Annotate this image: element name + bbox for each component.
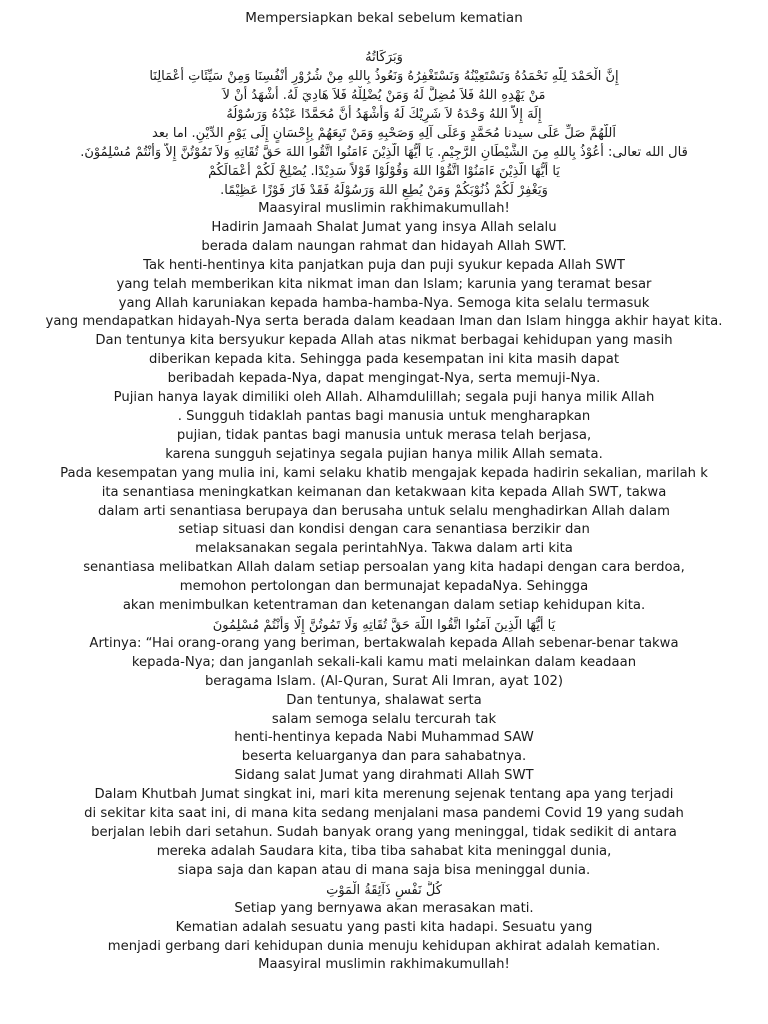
text-line: Pujian hanya layak dimiliki oleh Allah. Alhamdulillah; segala puji hanya milik Allah xyxy=(113,390,655,406)
text-line: Maasyiral muslimin rakhimakumullah! xyxy=(258,201,510,216)
text-line: Dalam Khutbah Jumat singkat ini, mari kita merenung sejenak tentang apa yang terjadi xyxy=(94,787,674,803)
text-line: Artinya: “Hai orang-orang yang beriman, bertakwalah kepada Allah sebenar-benar takwa xyxy=(89,635,679,651)
text-line: beragama Islam. (Al-Quran, Surat Ali Imran, ayat 102) xyxy=(204,673,564,689)
text-line: salam semoga selalu tercurah tak xyxy=(271,711,497,727)
text-line: Dan tentunya kita bersyukur kepada Allah atas nikmat berbagai kehidupan yang masih xyxy=(95,333,673,349)
sermon-body-part-1 xyxy=(34,200,734,616)
text-line: Maasyiral muslimin rakhimakumullah! xyxy=(258,957,510,973)
text-line: Kematian adalah sesuatu yang pasti kita hadapi. Sesuatu yang xyxy=(175,919,593,935)
text-line: siapa saja dan kapan atau di mana saja bisa meninggal dunia. xyxy=(177,862,591,878)
text-line: berjalan lebih dari setahun. Sudah banyak orang yang meninggal, tidak sedikit di antara xyxy=(91,825,677,840)
text-line: pujian, tidak pantas bagi manusia untuk merasa telah berjasa, xyxy=(176,427,592,443)
verse-arabic: يَا أَيُّهَا الَّذِينَ آمَنُوا اتَّقُوا اللَّهَ حَقَّ تُقَاتِهِ وَلَا تَمُوتُنَّ إِلَّا وَأَنْتُمْ مُسْلِمُونَ xyxy=(212,617,556,633)
document-title: Mempersiapkan bekal sebelum kematian xyxy=(245,10,523,26)
text-line: Setiap yang bernyawa akan merasakan mati. xyxy=(234,900,534,916)
text-line: memohon pertolongan dan bermunajat kepadaNya. Sehingga xyxy=(179,579,589,595)
text-line: yang telah memberikan kita nikmat iman dan Islam; karunia yang teramat besar xyxy=(116,276,652,292)
text-line: beribadah kepada-Nya, dapat mengingat-Nya, serta memuji-Nya. xyxy=(167,371,601,387)
text-line: henti-hentinya kepada Nabi Muhammad SAW xyxy=(234,730,534,746)
text-line: senantiasa melibatkan Allah dalam setiap persoalan yang kita hadapi dengan cara berdoa, xyxy=(83,560,685,576)
arabic-line: وَيَغْفِرْ لَكُمْ ذُنُوْبَكُمْ وَمَنْ يُطِعِ اللهَ وَرَسُوْلَهُ فَقَدْ فَازَ فَوْزًا عَظِيْمًا. xyxy=(220,183,548,198)
text-line: ita senantiasa meningkatkan keimanan dan ketakwaan kita kepada Allah SWT, takwa xyxy=(101,484,667,500)
text-line: dalam arti senantiasa berupaya dan berusaha untuk selalu menghadirkan Allah dalam xyxy=(98,503,670,519)
arabic-line: يَا أَيُّهَا الَّذِيْنَ ءَامَنُوْا اتَّقُوْا اللهَ وَقُوْلُوْا قَوْلاً سَدِيْدًا. يُصْلِحْ لَكُمْ أَعْمَالَكُمْ xyxy=(208,164,560,179)
text-line: berada dalam naungan rahmat dan hidayah Allah SWT. xyxy=(201,238,567,254)
text-line: di sekitar kita saat ini, di mana kita sedang menjalani masa pandemi Covid 19 yang sudah xyxy=(84,806,684,822)
text-line: melaksanakan segala perintahNya. Takwa dalam arti kita xyxy=(195,541,573,557)
death-verse-arabic: كُلُّ نَفْسٍ ذَآئِقَةُ الْمَوْتِ xyxy=(326,882,442,898)
text-line: kepada-Nya; dan janganlah sekali-kali kamu mati melainkan dalam keadaan xyxy=(131,654,637,670)
text-line: yang Allah karuniakan kepada hamba-hamba-Nya. Semoga kita selalu termasuk xyxy=(118,295,650,311)
sermon-body-part-3 xyxy=(34,900,734,976)
arabic-line: قال الله تعالى: أَعُوْذُ بِاللهِ مِنَ الشَّيْطَانِ الرَّجِيْمِ. يَا أَيُّهَا الَّذِيْنَ ءَامَنُوا اتَّقُوا اللهَ حَقَّ تُقَاتِهِ وَلاَ تَمُوْتُنَّ إِلاَّ وَأَنْتُمْ مُسْلِمُوْنَ. xyxy=(80,145,688,160)
text-line: Sidang salat Jumat yang dirahmati Allah SWT xyxy=(234,768,534,784)
text-line: Hadirin Jamaah Shalat Jumat yang insya Allah selalu xyxy=(211,219,557,235)
text-line: karena sungguh sejatinya segala pujian hanya milik Allah semata. xyxy=(165,446,603,462)
text-line: Pada kesempatan yang mulia ini, kami selaku khatib mengajak kepada hadirin sekalian, marilah k xyxy=(60,465,708,481)
arabic-line: إِنَّ الْحَمْدَ لِلَّهِ نَحْمَدُهُ وَنَسْتَعِيْنُهُ وَنَسْتَغْفِرُهُ وَنَعُوذُ بِاللهِ مِنْ شُرُوْرِ أَنْفُسِنَا وَمِنْ سَيِّئَاتِ أَعْمَالِنَا xyxy=(149,69,619,84)
arabic-line: إِلَهَ إِلاَّ اللهُ وَحْدَهُ لاَ شَرِيْكَ لَهُ وَأَشْهَدُ أَنَّ مُحَمَّدًا عَبْدُهُ وَرَسُوْلُهُ xyxy=(226,107,542,122)
text-line: diberikan kepada kita. Sehingga pada kesempatan ini kita masih dapat xyxy=(148,352,619,368)
text-line: setiap situasi dan kondisi dengan cara senantiasa berzikir dan xyxy=(178,522,590,538)
opening-arabic-block xyxy=(34,48,734,200)
text-line: menjadi gerbang dari kehidupan dunia menuju kehidupan akhirat adalah kematian. xyxy=(107,938,661,954)
text-line: Dan tentunya, shalawat serta xyxy=(286,692,482,708)
text-line: mereka adalah Saudara kita, tiba tiba sahabat kita meninggal dunia, xyxy=(156,843,612,859)
arabic-line: وَبَرَكَاتُهُ xyxy=(365,50,403,65)
text-line: beserta keluarganya dan para sahabatnya. xyxy=(241,749,527,765)
arabic-line: مَنْ يَهْدِهِ اللهُ فَلاَ مُضِلَّ لَهُ وَمَنْ يُضْلِلْهُ فَلاَ هَادِيَ لَهُ. أَشْهَدُ أَنْ لاَ xyxy=(222,88,546,103)
title-spacer xyxy=(34,28,734,48)
sermon-body-part-2 xyxy=(34,635,734,881)
text-line: . Sungguh tidaklah pantas bagi manusia untuk mengharapkan xyxy=(177,408,591,424)
arabic-line: اَللَّهُمَّ صَلِّ عَلَى سيدنا مُحَمَّدٍ وَعَلَى آلِهِ وَصَحْبِهِ وَمَنْ تَبِعَهُمْ بِإِحْسَانٍ إِلَى يَوْمِ الدِّيْنِ. اما بعد xyxy=(152,126,616,141)
text-line: akan menimbulkan ketentraman dan ketenangan dalam setiap kehidupan kita. xyxy=(122,598,646,614)
text-line: yang mendapatkan hidayah-Nya serta berada dalam keadaan Iman dan Islam hingga akhir hayat kita. xyxy=(45,314,723,330)
text-line: Tak henti-hentinya kita panjatkan puja dan puji syukur kepada Allah SWT xyxy=(143,257,625,273)
